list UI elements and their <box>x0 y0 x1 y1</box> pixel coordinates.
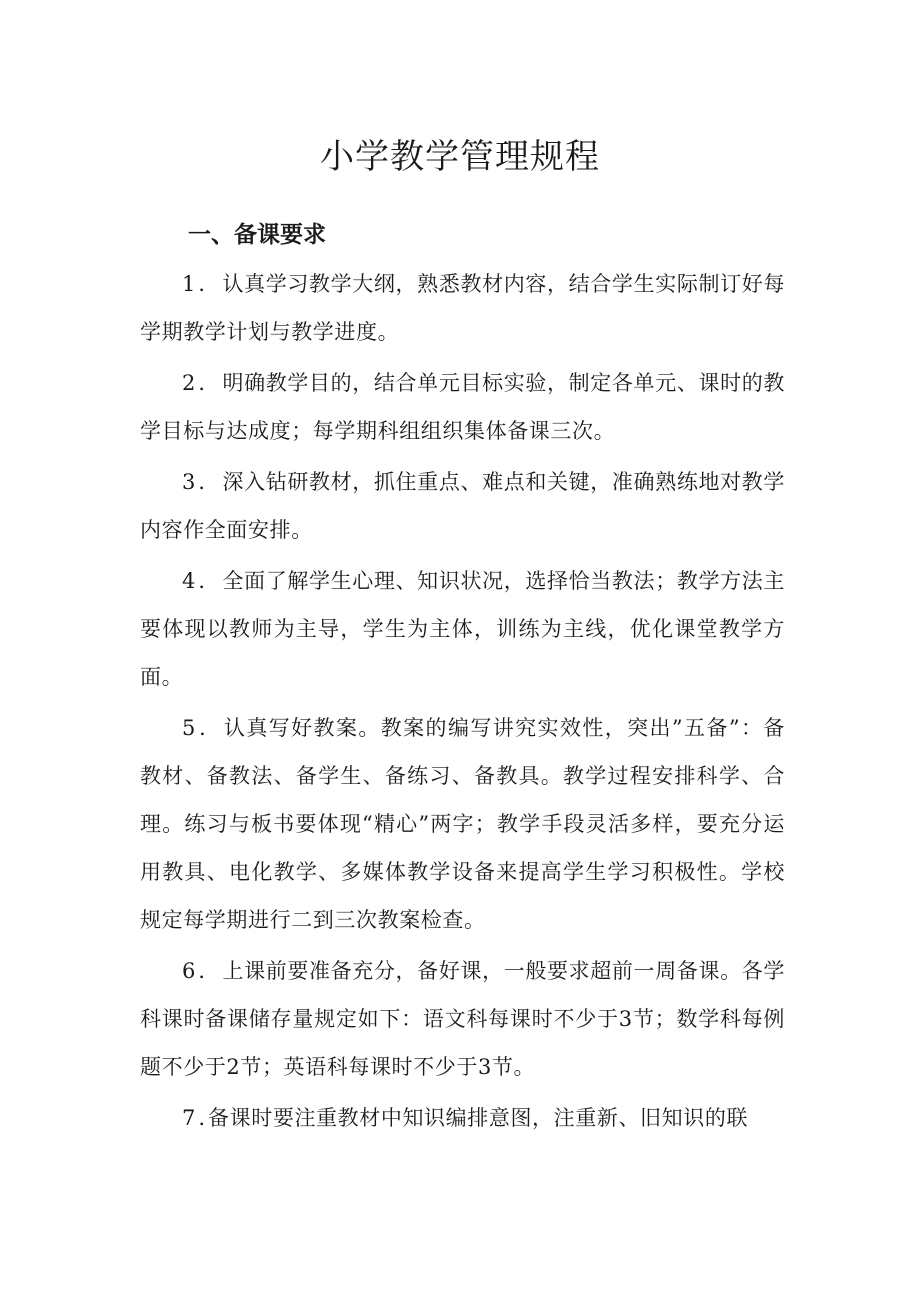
paragraph-number: 5． <box>182 716 224 740</box>
paragraph-5 <box>140 704 785 944</box>
section-heading: 一、备课要求 <box>188 222 326 248</box>
paragraph-text: 明确教学目的，结合单元目标实验，制定各单元、课时的教学目标与达成度；每学期科组组织集体备课三次。 <box>140 371 785 443</box>
paragraph-text: 全面了解学生心理、知识状况，选择恰当教法；教学方法主要体现以教师为主导，学生为主体，训练为主线，优化课堂教学方面。 <box>140 569 785 689</box>
paragraph-7 <box>140 1094 785 1142</box>
paragraph-text: 备课时要注重教材中知识编排意图，注重新、旧知识的联 <box>208 1106 749 1130</box>
paragraph-text: 认真写好教案。教案的编写讲究实效性，突出”五备”：备教材、备教法、备学生、备练习、备教具。教学过程安排科学、合理。练习与板书要体现“精心”两字；教学手段灵活多样，要充分运用教具、电化教学、多媒体教学设备来提高学生学习积极性。学校规定每学期进行二到三次教案检查。 <box>140 716 785 932</box>
paragraph-2 <box>140 359 785 455</box>
paragraph-number: 3． <box>182 470 223 494</box>
paragraph-text: 深入钻研教材，抓住重点、难点和关键，准确熟练地对教学内容作全面安排。 <box>140 470 785 542</box>
paragraph-1 <box>140 260 785 356</box>
document-title: 小学教学管理规程 <box>320 137 600 177</box>
paragraph-number: 2． <box>182 371 223 395</box>
paragraph-number: 7. <box>182 1106 209 1130</box>
document-body <box>140 260 785 1145</box>
paragraph-4 <box>140 557 785 701</box>
paragraph-text: 认真学习教学大纲，熟悉教材内容，结合学生实际制订好每学期教学计划与教学进度。 <box>140 272 785 344</box>
paragraph-6 <box>140 947 785 1091</box>
paragraph-3 <box>140 458 785 554</box>
paragraph-text: 上课前要准备充分，备好课，一般要求超前一周备课。各学科课时备课储存量规定如下：语文科每课时不少于3节；数学科每例题不少于2节；英语科每课时不少于3节。 <box>140 959 785 1079</box>
paragraph-number: 1． <box>182 272 223 296</box>
paragraph-number: 4． <box>182 569 223 593</box>
paragraph-number: 6． <box>182 959 223 983</box>
